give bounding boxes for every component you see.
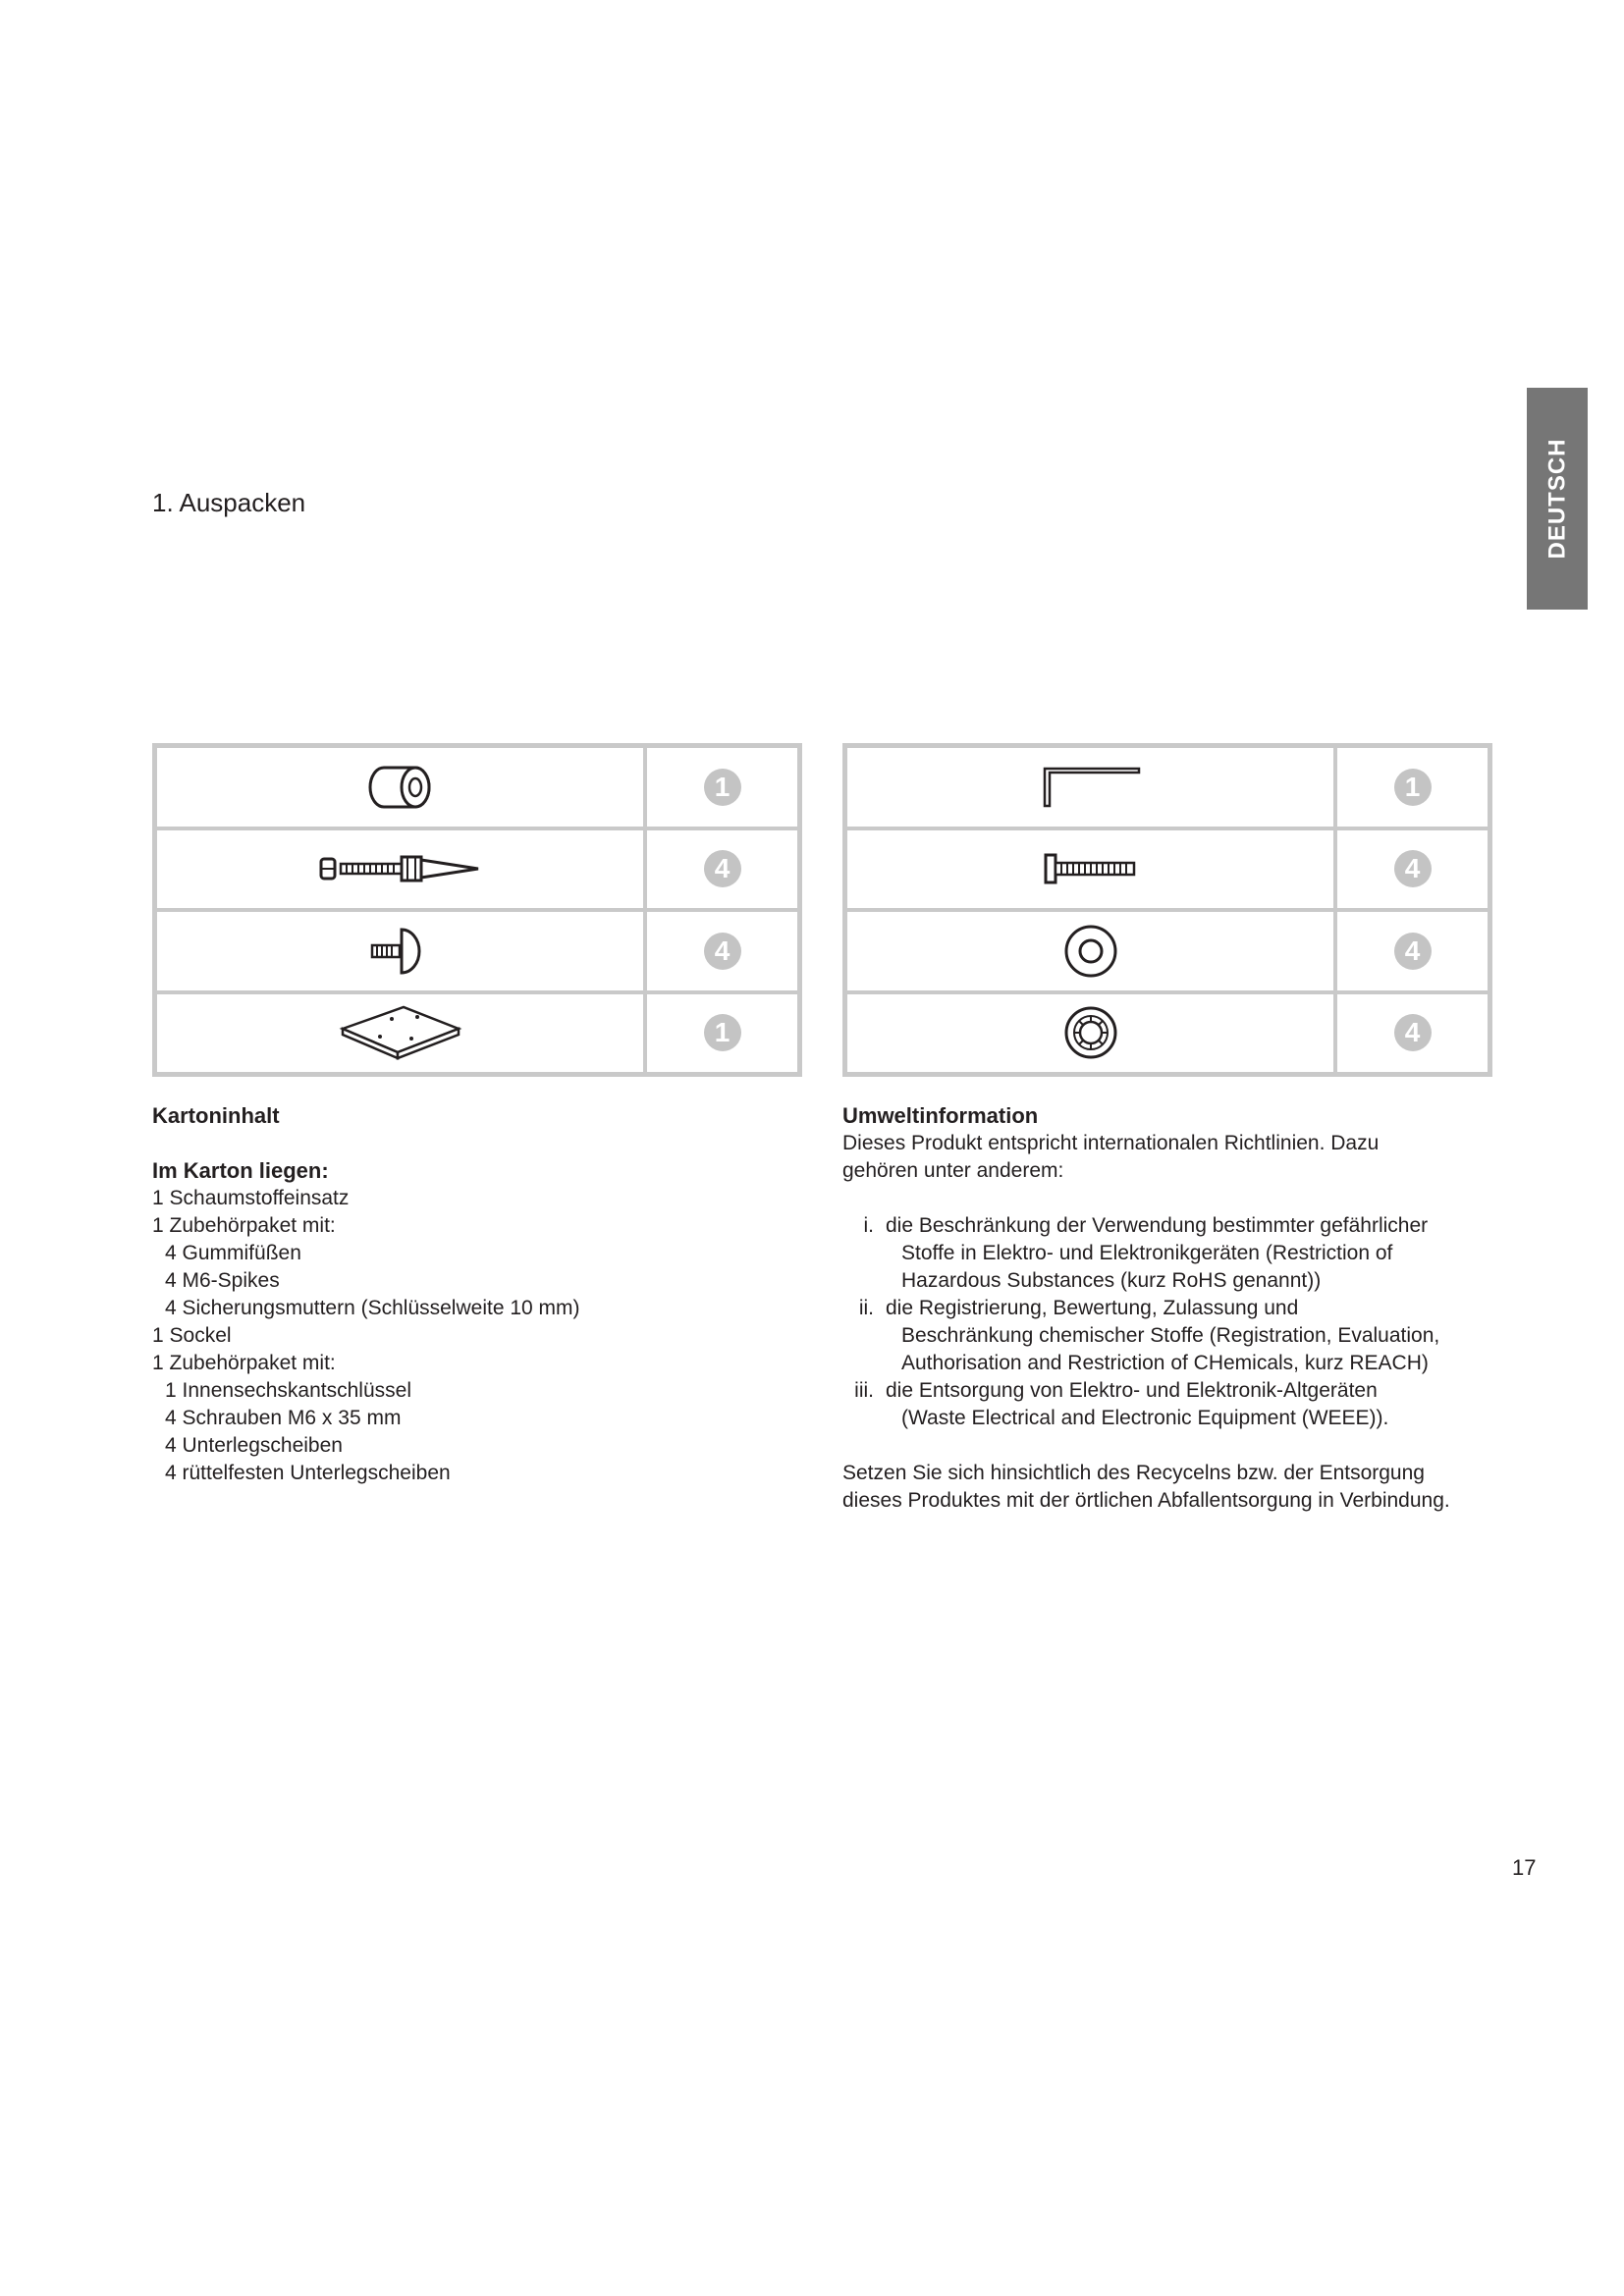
- spike-nut-icon: [317, 849, 484, 888]
- parts-icon-cell: [847, 994, 1333, 1073]
- quantity-badge: 4: [1394, 1014, 1432, 1051]
- qty-cell: [647, 912, 797, 990]
- qty-cell: [647, 748, 797, 827]
- quantity-badge: 1: [704, 1014, 741, 1051]
- quantity-badge: 4: [704, 933, 741, 970]
- washer-icon: [1061, 922, 1120, 981]
- list-item: 4 Sicherungsmuttern (Schlüsselweite 10 mm): [165, 1297, 580, 1319]
- list-item: [842, 1377, 1530, 1405]
- qty-cell: [1337, 748, 1488, 827]
- list-item: 4 rüttelfesten Unterlegscheiben: [165, 1462, 451, 1484]
- list-item: 1 Innensechskantschlüssel: [165, 1379, 411, 1402]
- quantity-badge: 4: [1394, 933, 1432, 970]
- list-item: [842, 1212, 1530, 1240]
- language-tab: [1527, 388, 1588, 610]
- list-item-continuation: (Waste Electrical and Electronic Equipment (WEEE)).: [901, 1407, 1389, 1429]
- list-item-text: die Entsorgung von Elektro- und Elektronik-Altgeräten: [886, 1379, 1378, 1402]
- screw-icon: [1042, 849, 1140, 888]
- list-marker: ii.: [858, 1297, 874, 1319]
- parts-icon-cell: [157, 912, 643, 990]
- qty-cell: [1337, 994, 1488, 1073]
- list-item: [842, 1295, 1530, 1322]
- list-item: 1 Sockel: [152, 1324, 232, 1347]
- hex-key-icon: [1037, 763, 1145, 812]
- foam-insert-icon: [366, 760, 435, 815]
- list-marker: i.: [863, 1214, 874, 1237]
- environment-intro-line: Dieses Produkt entspricht internationalen Richtlinien. Dazu: [842, 1132, 1380, 1154]
- quantity-badge: 4: [1394, 850, 1432, 887]
- list-item: 4 M6-Spikes: [165, 1269, 280, 1292]
- parts-table-right: [842, 743, 1492, 1077]
- page-number: 17: [1512, 1855, 1537, 1880]
- parts-table-left: [152, 743, 802, 1077]
- list-item-continuation: Authorisation and Restriction of CHemicals, kurz REACH): [901, 1352, 1429, 1374]
- list-item-continuation: Beschränkung chemischer Stoffe (Registration, Evaluation,: [901, 1324, 1440, 1347]
- qty-cell: [1337, 912, 1488, 990]
- base-plate-icon: [337, 1003, 464, 1062]
- list-item-text: die Registrierung, Bewertung, Zulassung und: [886, 1297, 1299, 1319]
- qty-cell: [647, 994, 797, 1073]
- list-item-continuation: Hazardous Substances (kurz RoHS genannt)): [901, 1269, 1322, 1292]
- section-title: 1. Auspacken: [152, 488, 306, 517]
- parts-icon-cell: [847, 748, 1333, 827]
- list-item: 1 Zubehörpaket mit:: [152, 1352, 336, 1374]
- parts-icon-cell: [157, 830, 643, 909]
- quantity-badge: 4: [704, 850, 741, 887]
- list-item: 4 Schrauben M6 x 35 mm: [165, 1407, 402, 1429]
- list-item: 1 Schaumstoffeinsatz: [152, 1187, 350, 1209]
- list-item: 1 Zubehörpaket mit:: [152, 1214, 336, 1237]
- language-tab-label: DEUTSCH: [1543, 438, 1571, 560]
- parts-icon-cell: [157, 994, 643, 1073]
- parts-icon-cell: [847, 912, 1333, 990]
- qty-cell: [647, 830, 797, 909]
- lock-washer-icon: [1061, 1003, 1120, 1062]
- carton-contents: [152, 1102, 781, 1487]
- environment-info: [842, 1102, 1530, 1515]
- list-marker: iii.: [854, 1379, 874, 1402]
- quantity-badge: 1: [1394, 769, 1432, 806]
- list-item: 4 Gummifüßen: [165, 1242, 301, 1264]
- qty-cell: [1337, 830, 1488, 909]
- quantity-badge: 1: [704, 769, 741, 806]
- rubber-foot-icon: [366, 924, 435, 979]
- list-item-continuation: Stoffe in Elektro- und Elektronikgeräten (Restriction of: [901, 1242, 1393, 1264]
- carton-heading: Kartoninhalt: [152, 1103, 280, 1128]
- environment-closing-line: Setzen Sie sich hinsichtlich des Recycelns bzw. der Entsorgung: [842, 1462, 1425, 1484]
- list-item-text: die Beschränkung der Verwendung bestimmter gefährlicher: [886, 1214, 1429, 1237]
- parts-icon-cell: [847, 830, 1333, 909]
- list-item: 4 Unterlegscheiben: [165, 1434, 343, 1457]
- carton-subheading: Im Karton liegen:: [152, 1158, 329, 1183]
- environment-closing-line: dieses Produktes mit der örtlichen Abfallentsorgung in Verbindung.: [842, 1489, 1450, 1512]
- environment-intro-line: gehören unter anderem:: [842, 1159, 1064, 1182]
- environment-heading: Umweltinformation: [842, 1103, 1039, 1128]
- parts-icon-cell: [157, 748, 643, 827]
